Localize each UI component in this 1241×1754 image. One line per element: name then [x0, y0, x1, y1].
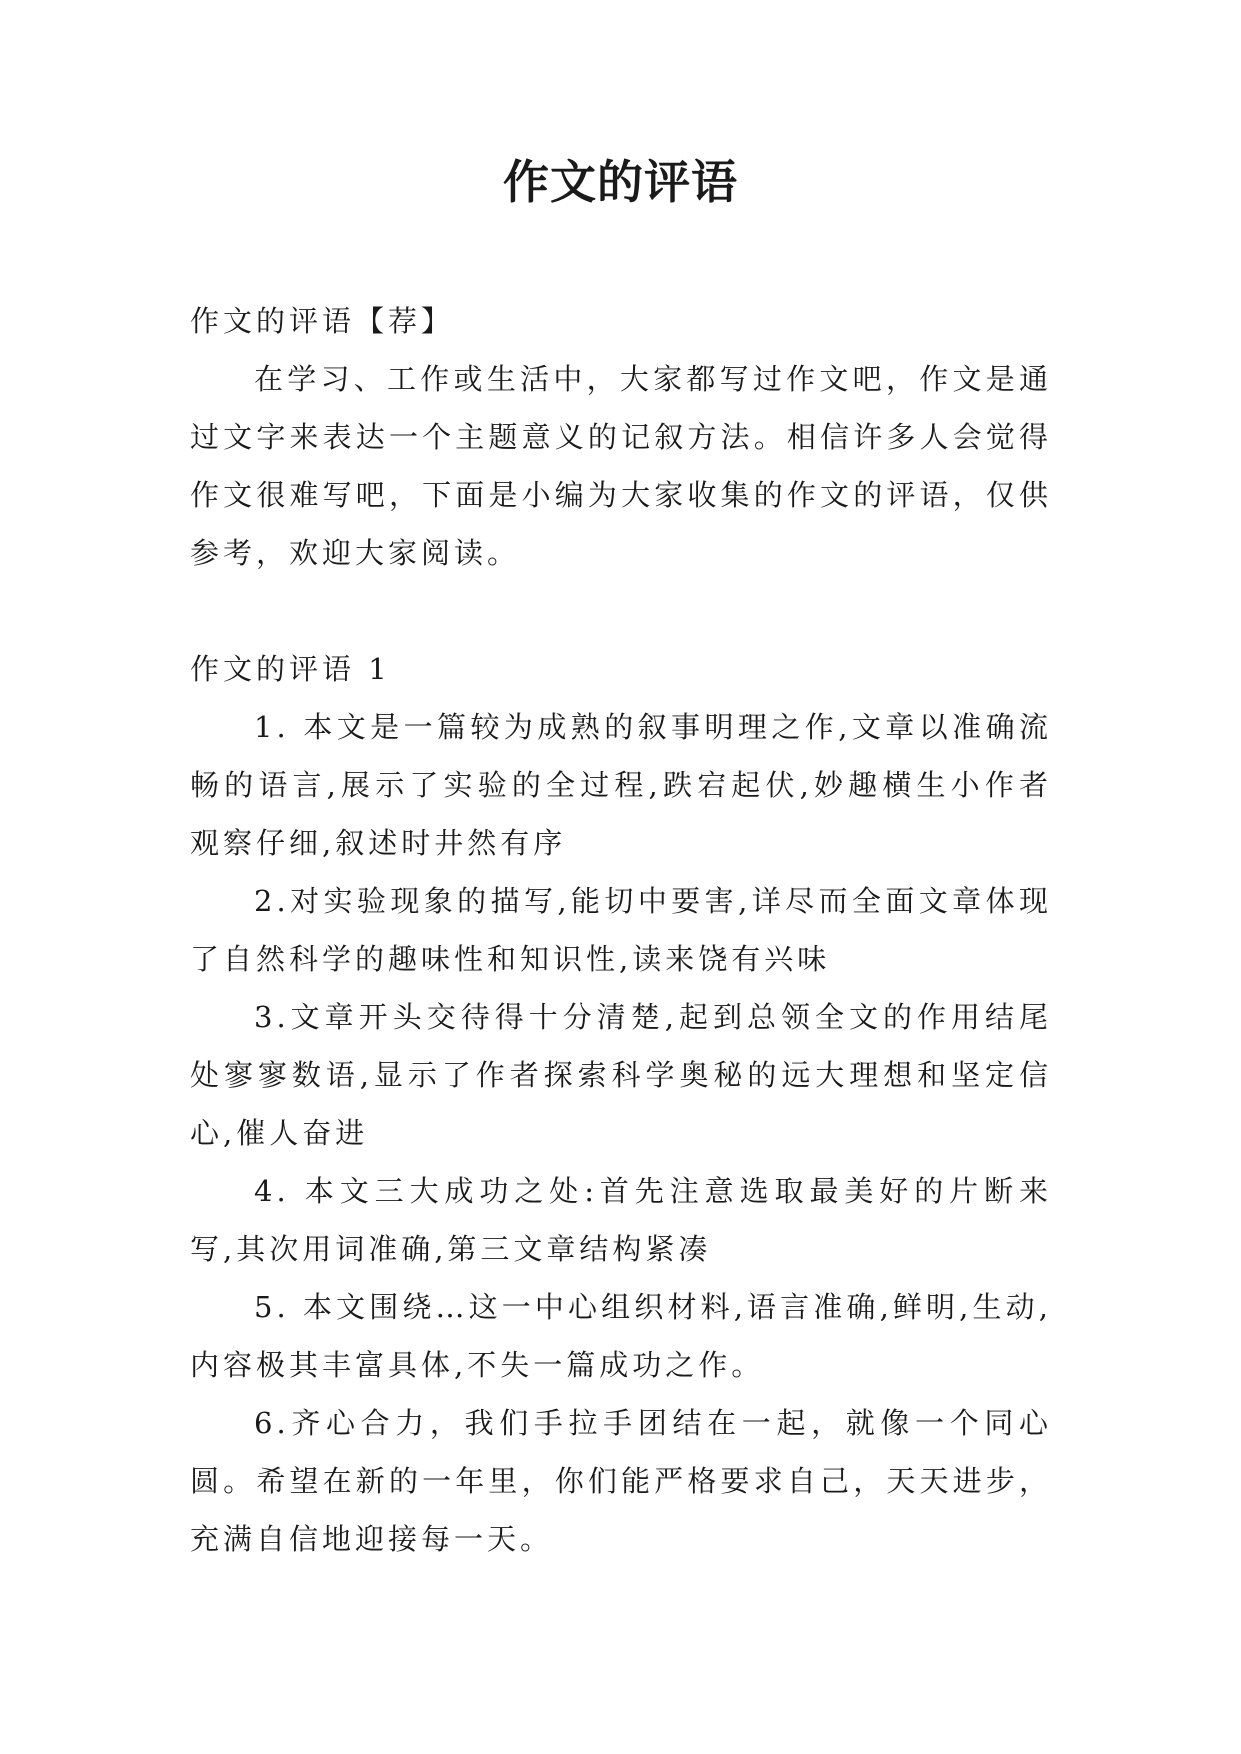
comment-item-4: 4. 本文三大成功之处:首先注意选取最美好的片断来写,其次用词准确,第三文章结构紧凑	[190, 1174, 1052, 1266]
document-title: 作文的评语	[503, 155, 738, 209]
comment-item-2: 2.对实验现象的描写,能切中要害,详尽而全面文章体现了自然科学的趣味性和知识性,读来饶有兴味	[190, 884, 1052, 976]
comment-item-5: 5. 本文围绕…这一中心组织材料,语言准确,鲜明,生动,内容极其丰富具体,不失一篇成功之作。	[190, 1290, 1052, 1382]
document-subtitle: 作文的评语【荐】	[190, 304, 455, 338]
document-body	[190, 292, 1052, 1568]
comment-item-1: 1. 本文是一篇较为成熟的叙事明理之作,文章以准确流畅的语言,展示了实验的全过程,跌宕起伏,妙趣横生小作者观察仔细,叙述时井然有序	[190, 710, 1052, 860]
intro-paragraph: 在学习、工作或生活中，大家都写过作文吧，作文是通过文字来表达一个主题意义的记叙方法。相信许多人会觉得作文很难写吧，下面是小编为大家收集的作文的评语，仅供参考，欢迎大家阅读。	[190, 362, 1052, 570]
section-heading: 作文的评语 1	[190, 652, 391, 686]
comment-item-3: 3.文章开头交待得十分清楚,起到总领全文的作用结尾处寥寥数语,显示了作者探索科学奥秘的远大理想和坚定信心,催人奋进	[190, 1000, 1052, 1150]
comment-item-6: 6.齐心合力，我们手拉手团结在一起，就像一个同心圆。希望在新的一年里，你们能严格要求自己，天天进步，充满自信地迎接每一天。	[190, 1406, 1052, 1556]
